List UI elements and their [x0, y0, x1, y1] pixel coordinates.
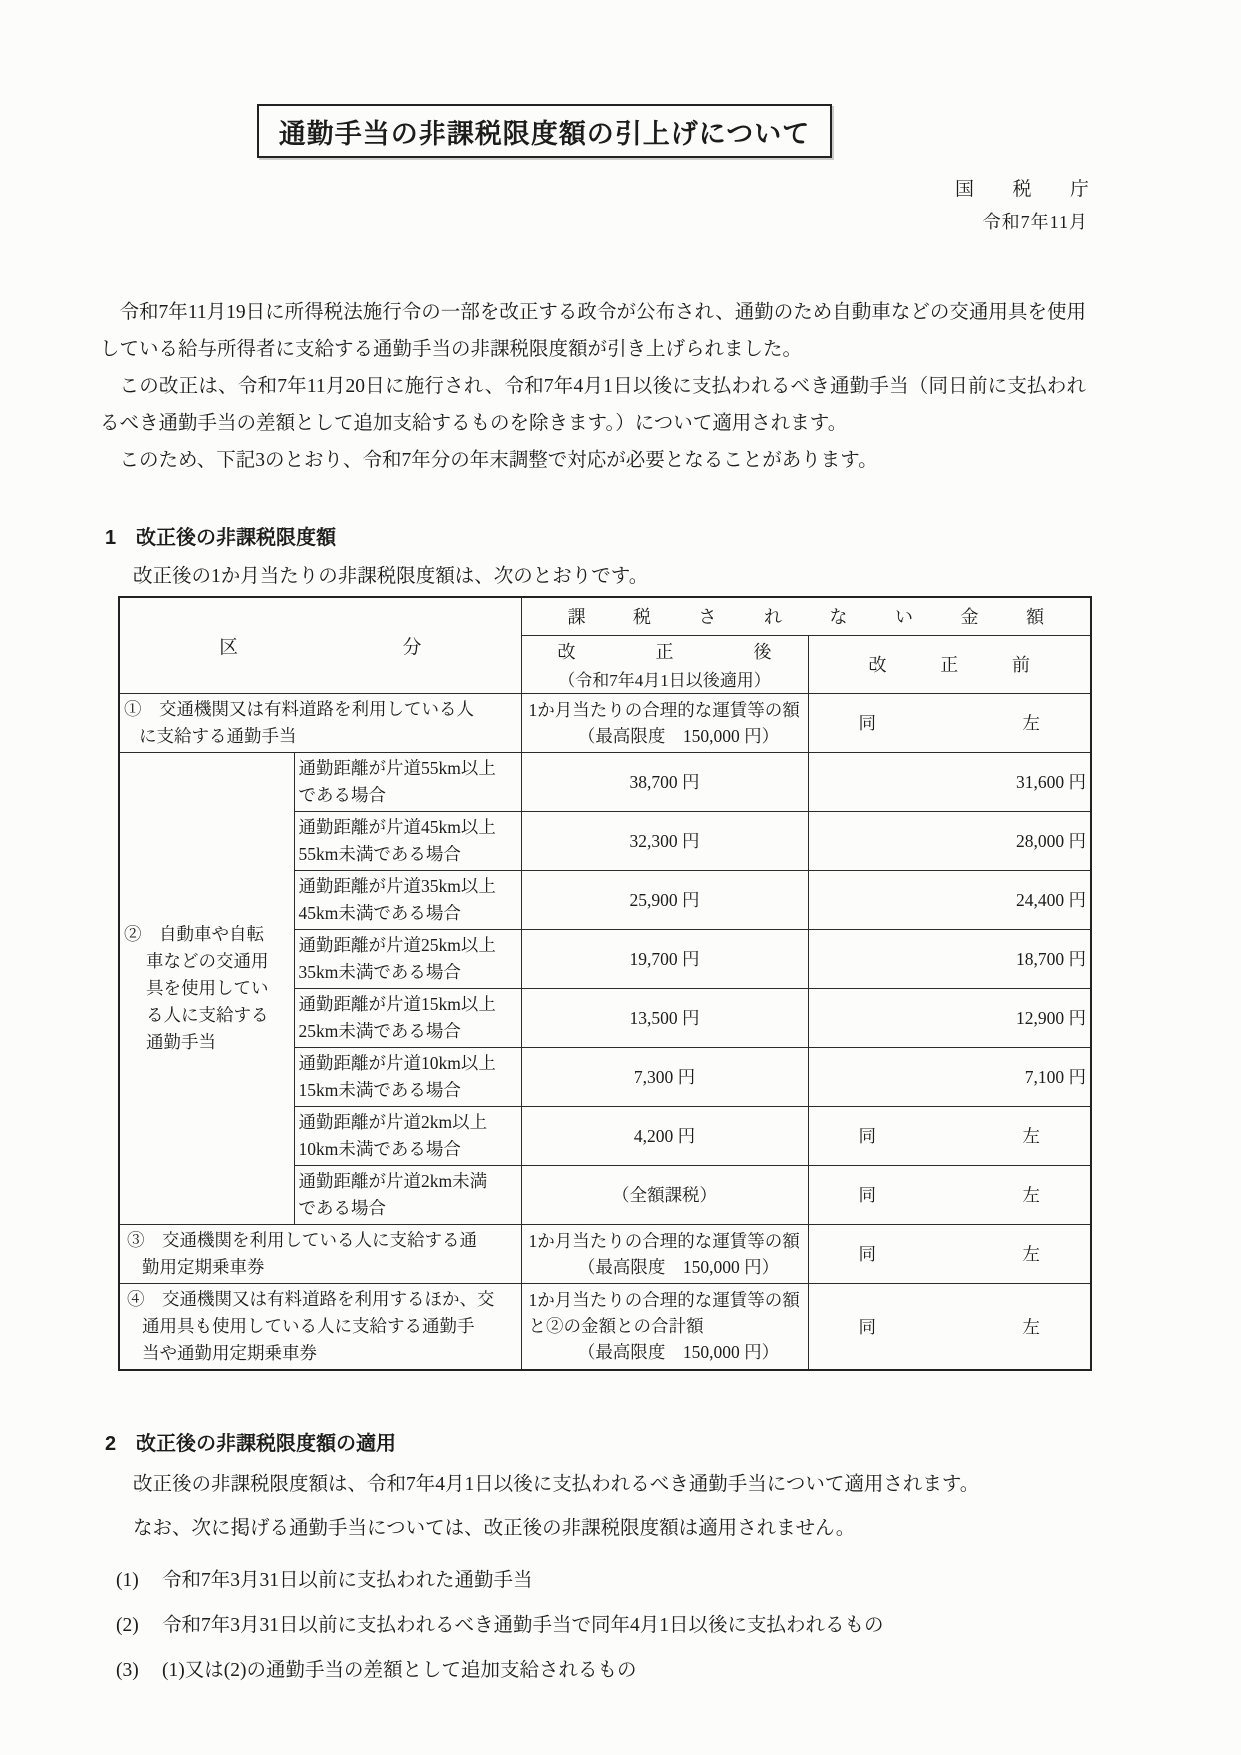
- section-2-body-line: なお、次に掲げる通勤手当については、改正後の非課税限度額は適用されません。: [133, 1517, 856, 1539]
- section-1: [100, 521, 1086, 1371]
- row2-category: ② 自動車や自転 車などの交通用 具を使用してい る人に支給する 通勤手当: [119, 752, 294, 1224]
- row3-amount-before: 同 左: [808, 1224, 1091, 1283]
- row3-category: ③ 交通機関を利用している人に支給する通 勤用定期乗車券: [119, 1224, 521, 1283]
- table-row-4: [119, 1283, 1091, 1370]
- header-taxfree-amount: 課 税 さ れ な い 金 額: [521, 597, 1091, 635]
- section-2-number: 2: [105, 1432, 117, 1455]
- section-1-number: 1: [105, 527, 117, 549]
- amount-before: 同 左: [808, 1106, 1091, 1165]
- intro-paragraph: この改正は、令和7年11月20日に施行され、令和7年4月1日以後に支払われるべき通勤手当（同日前に支払われるべき通勤手当の差額として追加支給するものを除きます。）について適用されます。: [100, 376, 1086, 434]
- amount-after: 19,700 円: [521, 929, 808, 988]
- amount-before: 31,600 円: [808, 752, 1091, 811]
- distance-condition: 通勤距離が片道15km以上 25km未満である場合: [294, 988, 521, 1047]
- distance-condition: 通勤距離が片道2km未満 である場合: [294, 1165, 521, 1224]
- amount-after: 13,500 円: [521, 988, 808, 1047]
- list-item-label: (3): [116, 1659, 139, 1681]
- section-2-title: 改正後の非課税限度額の適用: [136, 1432, 396, 1455]
- amount-after: 32,300 円: [521, 811, 808, 870]
- amount-after: 25,900 円: [521, 870, 808, 929]
- section-1-heading: [100, 521, 1086, 550]
- row1-amount-before: 同 左: [808, 693, 1091, 752]
- list-item: [100, 1603, 1086, 1648]
- document-title: 通勤手当の非課税限度額の引上げについて: [278, 118, 811, 149]
- list-item: [100, 1648, 1086, 1693]
- row4-amount-before: 同 左: [808, 1283, 1091, 1370]
- list-item-text: (1)又は(2)の通勤手当の差額として追加支給されるもの: [162, 1659, 637, 1681]
- intro-paragraphs: [100, 294, 1086, 479]
- amount-before: 24,400 円: [808, 870, 1091, 929]
- list-item-label: (2): [116, 1614, 139, 1636]
- section-1-title: 改正後の非課税限度額: [136, 527, 336, 549]
- distance-condition: 通勤距離が片道45km以上 55km未満である場合: [294, 811, 521, 870]
- row1-category: ① 交通機関又は有料道路を利用している人 に支給する通勤手当: [119, 693, 521, 752]
- amount-after: （全額課税）: [521, 1165, 808, 1224]
- amount-before: 28,000 円: [808, 811, 1091, 870]
- amount-before: 同 左: [808, 1165, 1091, 1224]
- distance-condition: 通勤距離が片道25km以上 35km未満である場合: [294, 929, 521, 988]
- section-2: [100, 1427, 1086, 1693]
- intro-paragraph: 令和7年11月19日に所得税法施行令の一部を改正する政令が公布され、通勤のため自動車などの交通用具を使用している給与所得者に支給する通勤手当の非課税限度額が引き上げられました。: [100, 302, 1086, 360]
- header-after-note: （令和7年4月1日以後適用）: [558, 670, 771, 690]
- table-header-row-1: [119, 597, 1091, 635]
- section-2-items: [100, 1558, 1086, 1693]
- section-2-heading: [100, 1427, 1086, 1456]
- row3-amount-after: 1か月当たりの合理的な運賃等の額 （最高限度 150,000 円）: [521, 1224, 808, 1283]
- section-2-body-line: 改正後の非課税限度額は、令和7年4月1日以後に支払われるべき通勤手当について適用されます。: [133, 1473, 980, 1495]
- list-item-text: 令和7年3月31日以前に支払われるべき通勤手当で同年4月1日以後に支払われるもの: [162, 1614, 884, 1636]
- table-row-2-sub: [119, 752, 1091, 811]
- amount-after: 4,200 円: [521, 1106, 808, 1165]
- agency-name: 国 税 庁: [955, 179, 1089, 200]
- amount-after: 7,300 円: [521, 1047, 808, 1106]
- distance-condition: 通勤距離が片道55km以上 である場合: [294, 752, 521, 811]
- distance-condition: 通勤距離が片道2km以上 10km未満である場合: [294, 1106, 521, 1165]
- list-item-label: (1): [116, 1569, 139, 1591]
- section-1-lead: 改正後の1か月当たりの非課税限度額は、次のとおりです。: [133, 566, 649, 587]
- row4-amount-after: 1か月当たりの合理的な運賃等の額 と②の金額との合計額 （最高限度 150,000 円）: [521, 1283, 808, 1370]
- header-category: 区 分: [119, 597, 521, 693]
- table-row-3: [119, 1224, 1091, 1283]
- list-item: [100, 1558, 1086, 1603]
- publication-date: 令和7年11月: [982, 212, 1088, 232]
- header-before-revision: 改 正 前: [808, 635, 1091, 693]
- list-item-text: 令和7年3月31日以前に支払われた通勤手当: [162, 1569, 533, 1591]
- amount-after: 38,700 円: [521, 752, 808, 811]
- row4-category: ④ 交通機関又は有料道路を利用するほか、交 通用具も使用している人に支給する通勤手 当や通勤用定期乗車券: [119, 1283, 521, 1370]
- amount-before: 18,700 円: [808, 929, 1091, 988]
- intro-paragraph: このため、下記3のとおり、令和7年分の年末調整で対応が必要となることがあります。: [119, 450, 878, 471]
- distance-condition: 通勤距離が片道35km以上 45km未満である場合: [294, 870, 521, 929]
- table-row-1: [119, 693, 1091, 752]
- distance-condition: 通勤距離が片道10km以上 15km未満である場合: [294, 1047, 521, 1106]
- amount-before: 12,900 円: [808, 988, 1091, 1047]
- row1-amount-after: 1か月当たりの合理的な運賃等の額 （最高限度 150,000 円）: [521, 693, 808, 752]
- tax-exemption-table: [118, 596, 1092, 1371]
- amount-before: 7,100 円: [808, 1047, 1091, 1106]
- document-body: [100, 294, 1086, 1693]
- header-after-revision: 改 正 後 （令和7年4月1日以後適用）: [521, 635, 808, 693]
- document-title-box: [257, 104, 832, 158]
